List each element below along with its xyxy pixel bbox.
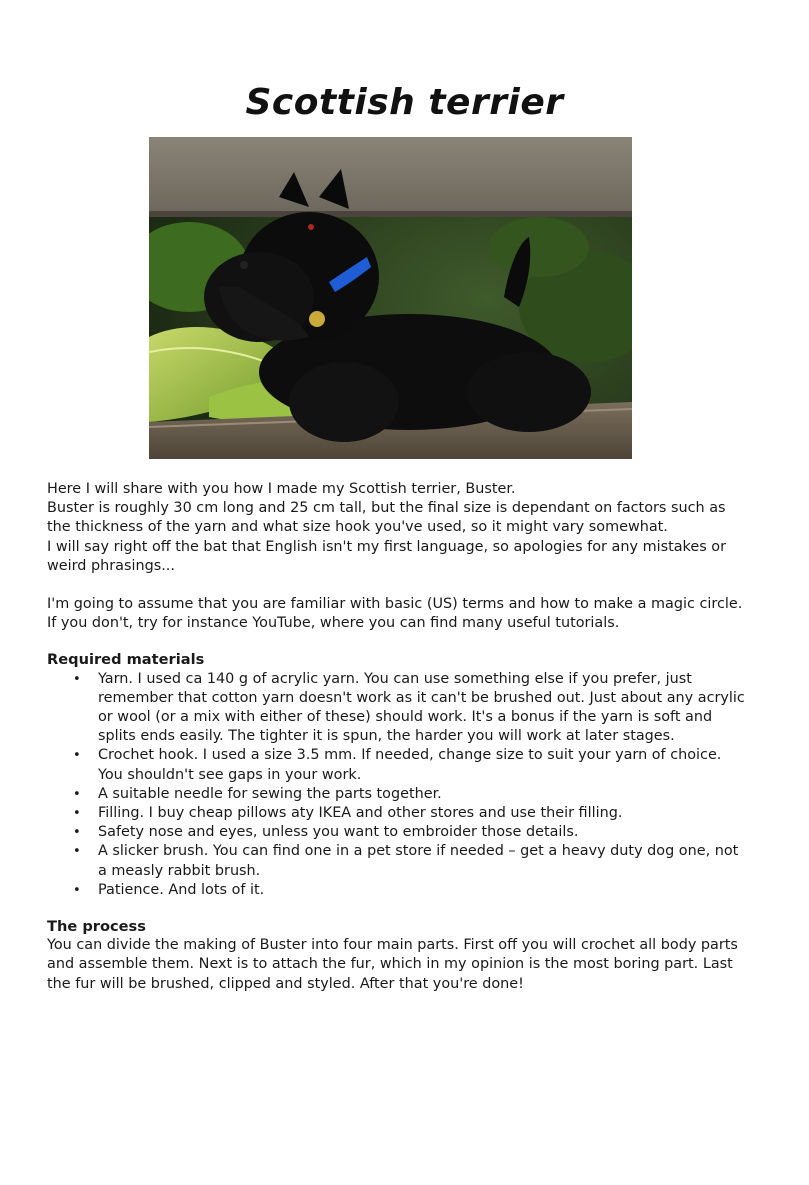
list-item: • Patience. And lots of it. — [98, 881, 747, 900]
article-body — [47, 480, 747, 994]
terrier-illustration — [149, 137, 632, 459]
materials-list — [47, 670, 747, 900]
list-item: • Yarn. I used ca 140 g of acrylic yarn. You can use something else if you prefer, just remember that cotton yarn doesn't work as it can't be brushed out. Just about any acrylic or wool (or a mix with either of these) should work. It's a bonus if the yarn is soft and splits ends easily. The tighter it is spun, the harder you will work at later stages. — [98, 670, 747, 747]
materials-heading: Required materials — [47, 651, 205, 669]
process-paragraph: You can divide the making of Buster into four main parts. First off you will crochet all body parts and assemble them. Next is to attach the fur, which in my opinion is the most boring part. Last the fur will be brushed, clipped and styled. After that you're done! — [47, 937, 738, 992]
intro-paragraph-2: Buster is roughly 30 cm long and 25 cm tall, but the final size is dependant on factors such as the thickness of the yarn and what size hook you've used, so it might vary somewhat. — [47, 500, 726, 536]
list-item: • A slicker brush. You can find one in a pet store if needed – get a heavy duty dog one, not a measly rabbit brush. — [98, 842, 747, 880]
intro-paragraph-3: I will say right off the bat that English isn't my first language, so apologies for any mistakes or weird phrasings... — [47, 538, 727, 574]
intro-paragraph-4: I'm going to assume that you are familiar with basic (US) terms and how to make a magic circle. If you don't, try for instance YouTube, where you can find many useful tutorials. — [47, 596, 743, 632]
page-title: Scottish terrier — [245, 82, 564, 123]
list-item: • Safety nose and eyes, unless you want to embroider those details. — [98, 823, 747, 842]
list-item: • Crochet hook. I used a size 3.5 mm. If needed, change size to suit your yarn of choice. You shouldn't see gaps in your work. — [98, 746, 747, 784]
list-item: • Filling. I buy cheap pillows aty IKEA and other stores and use their filling. — [98, 804, 747, 823]
list-item: • A suitable needle for sewing the parts together. — [98, 785, 747, 804]
scottish-terrier-photo — [149, 137, 632, 459]
intro-paragraph-1: Here I will share with you how I made my Scottish terrier, Buster. — [47, 481, 516, 497]
process-heading: The process — [47, 918, 146, 936]
